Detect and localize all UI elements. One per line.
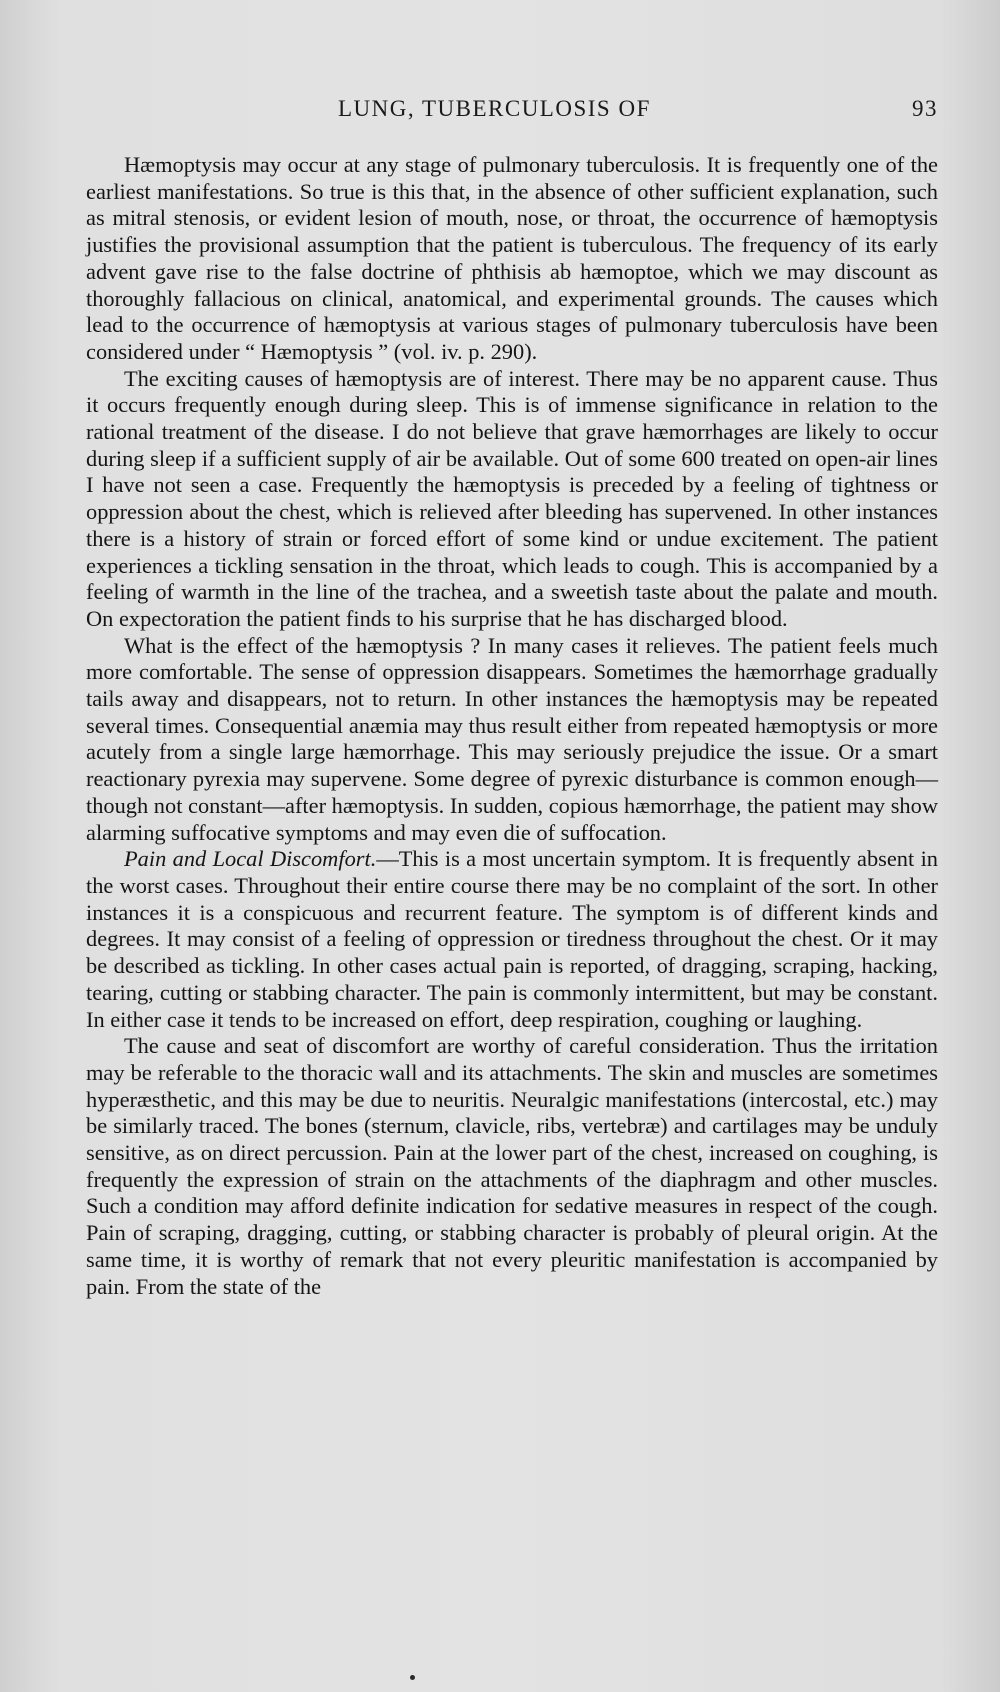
- print-speck: [410, 1675, 415, 1680]
- body-text: [86, 152, 938, 1300]
- paragraph-pain-discomfort: [86, 846, 938, 1033]
- paragraph-pain-text: —This is a most uncertain symptom. It is frequently absent in the worst cases. Throughout their entire course there may be no complaint of the sort. In other instances it is a conspicuous and recurrent feature. The symptom is of different kinds and degrees. It may consist of a feeling of oppression or tiredness throughout the chest. Or it may be described as tickling. In other cases actual pain is reported, of dragging, scraping, hacking, tearing, cutting or stabbing character. The pain is commonly intermittent, but may be constant. In either case it tends to be increased on effort, deep respiration, coughing or laughing.: [86, 846, 938, 1032]
- paragraph-effect-of-haemoptysis: [86, 633, 938, 847]
- paragraph-exciting-causes: The exciting causes of hæmoptysis are of interest. There may be no apparent cause. Thus it occurs frequently enough during sleep. This is of immense significance in relation to the rational treatment of the disease. I do not believe that grave hæmorrhages are likely to occur during sleep if a sufficient supply of air be available. Out of some 600 treated on open-air lines I have not seen a case. Frequently the hæmoptysis is preceded by a feeling of tightness or oppression about the chest, which is relieved after bleeding has supervened. In other instances there is a history of strain or forced effort of some kind or undue excitement. The patient experiences a tickling sensation in the throat, which leads to cough. This is accompanied by a feeling of warmth in the line of the trachea, and a sweetish taste about the palate and mouth. On expectoration the patient finds to his surprise that he has discharged blood.: [86, 365, 938, 631]
- paragraph-cause-and-seat: The cause and seat of discomfort are worthy of careful consideration. Thus the irritation may be referable to the thoracic wall and its attachments. The skin and muscles are sometimes hyperæsthetic, and this may be due to neuritis. Neuralgic manifestations (intercostal, etc.) may be similarly traced. The bones (sternum, clavicle, ribs, vertebræ) and cartilages may be unduly sensitive, as on direct percussion. Pain at the lower part of the chest, increased on coughing, is frequently the expression of strain on the attachments of the diaphragm and other muscles. Such a condition may afford definite indication for sedative measures in respect of the cough. Pain of scraping, dragging, cutting, or stabbing character is probably of pleural origin. At the same time, it is worthy of remark that not every pleuritic manifestation is accompanied by pain. From the state of the: [86, 1033, 938, 1299]
- paragraph-haemoptysis-stage: Hæmoptysis may occur at any stage of pulmonary tuberculosis. It is frequently one of the earliest manifestations. So true is this that, in the absence of other sufficient explanation, such as mitral stenosis, or evident lesion of mouth, nose, or throat, the occurrence of hæmoptysis justifies the provisional assumption that the patient is tuberculous. The frequency of its early advent gave rise to the false doctrine of phthisis ab hæmoptoe, which we may discount as thoroughly fallacious on clinical, anatomical, and experimental grounds. The causes which lead to the occurrence of hæmoptysis at various stages of pulmonary tuberculosis have been considered under “ Hæmoptysis ” (vol. iv. p. 290).: [86, 152, 938, 364]
- page-number: 93: [912, 96, 938, 121]
- running-title: LUNG, TUBERCULOSIS OF: [338, 96, 651, 121]
- running-header: [86, 96, 938, 130]
- paragraph-effect-text: What is the effect of the hæmoptysis ? In many cases it relieves. The patient feels much more comfortable. The sense of oppression disappears. Sometimes the hæmorrhage gradually tails away and disappears, not to return. In other instances the hæmoptysis may be repeated several times. Consequential anæmia may thus result either from repeated hæmoptysis or more acutely from a single large hæmorrhage. This may seriously prejudice the issue. Or a smart reactionary pyrexia may supervene. Some degree of pyrexic disturbance is common enough—though not constant—after hæmoptysis. In sudden, copious hæmorrhage, the patient may show alarming suffocative symptoms and may even die of suffocation.: [86, 632, 938, 845]
- section-run-in-heading: Pain and Local Discomfort.: [124, 846, 377, 872]
